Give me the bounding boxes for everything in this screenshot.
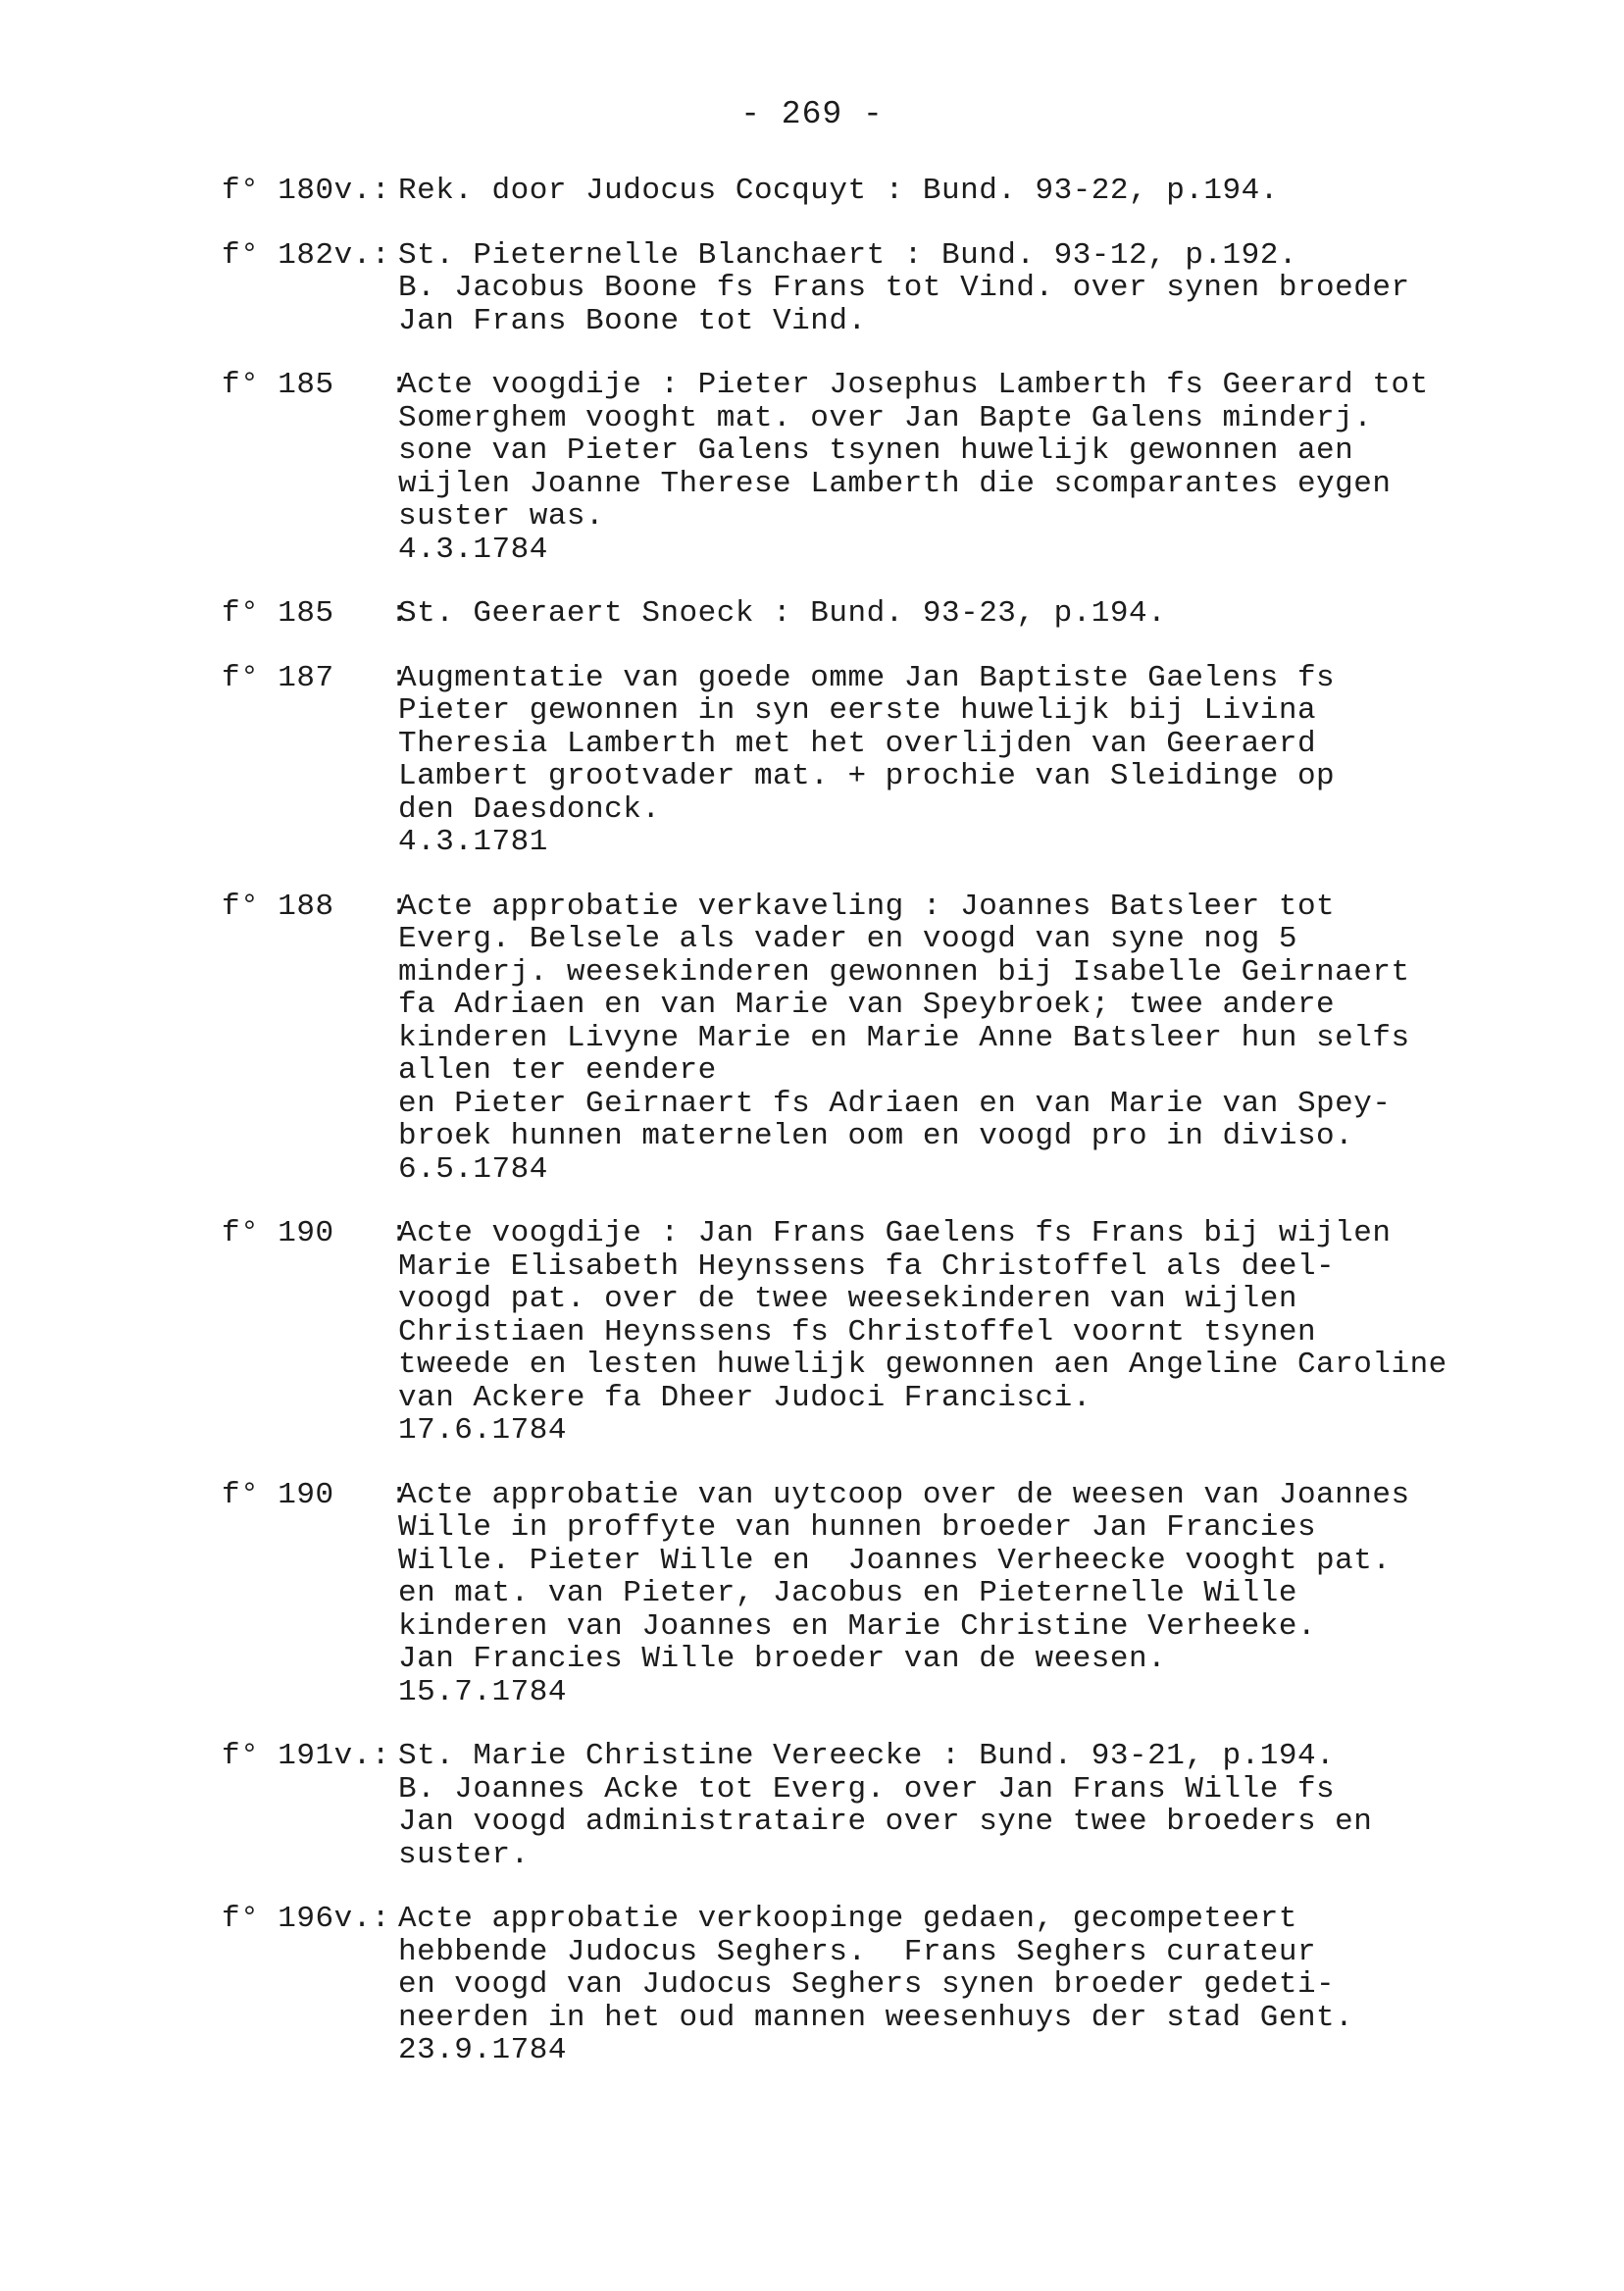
entry-line: en voogd van Judocus Seghers synen broeder gedeti- <box>398 1967 1336 2002</box>
entry-date: 6.5.1784 <box>398 1151 548 1187</box>
entry-line: St. Marie Christine Vereecke : Bund. 93-21, p.194. <box>398 1739 1336 1773</box>
folio-reference: f° 196v.: <box>222 1902 390 1936</box>
entry-text <box>398 175 1536 208</box>
folio-reference: f° 185 : <box>222 596 410 631</box>
folio-reference: f° 182v.: <box>222 237 390 273</box>
entry-date: 17.6.1784 <box>398 1413 567 1448</box>
entry-line: B. Jacobus Boone fs Frans tot Vind. over synen broeder <box>398 271 1410 305</box>
entry-line: van Ackere fa Dheer Judoci Francisci. <box>398 1380 1091 1415</box>
entry-text <box>398 891 1536 1187</box>
entry-line: Acte voogdije : Jan Frans Gaelens fs Frans bij wijlen <box>398 1216 1392 1250</box>
entry-line: Pieter gewonnen in syn eerste huwelijk bij Livina <box>398 693 1317 728</box>
folio-reference: f° 187 : <box>222 660 410 695</box>
folio-reference: f° 185 : <box>222 368 410 402</box>
folio-reference: f° 191v.: <box>222 1739 390 1773</box>
entry-text <box>398 1217 1536 1448</box>
entry-line: hebbende Judocus Seghers. Frans Seghers curateur <box>398 1934 1317 1969</box>
entry-line: kinderen van Joannes en Marie Christine Verheeke. <box>398 1608 1317 1644</box>
folio-reference: f° 190 : <box>222 1216 410 1250</box>
page-number: - 269 - <box>740 96 884 132</box>
folio-reference: f° 180v.: <box>222 174 390 208</box>
entry-line: en Pieter Geirnaert fs Adriaen en van Marie van Spey- <box>398 1086 1392 1121</box>
entry-date: 15.7.1784 <box>398 1674 567 1709</box>
entry-line: allen ter eendere <box>398 1053 717 1088</box>
entry-date: 4.3.1781 <box>398 825 548 859</box>
entry-line: Christiaen Heynssens fs Christoffel voornt tsynen <box>398 1314 1317 1349</box>
entry-item <box>222 1217 1536 1448</box>
entry-text <box>398 1479 1536 1709</box>
entry-line: St. Pieternelle Blanchaert : Bund. 93-12, p.192. <box>398 237 1297 273</box>
entry-text <box>398 1903 1536 2067</box>
entry-line: Lambert grootvader mat. + prochie van Sleidinge op <box>398 759 1336 793</box>
folio-reference: f° 188 : <box>222 889 410 924</box>
entry-line: Acte approbatie van uytcoop over de weesen van Joannes <box>398 1477 1410 1512</box>
entry-item <box>222 1903 1536 2067</box>
folio-reference: f° 190 : <box>222 1477 410 1512</box>
entry-line: suster. <box>398 1837 530 1872</box>
entry-date: 23.9.1784 <box>398 2033 567 2067</box>
entry-line: Jan Frans Boone tot Vind. <box>398 303 867 338</box>
entry-item <box>222 891 1536 1187</box>
entry-line: Acte voogdije : Pieter Josephus Lamberth fs Geerard tot <box>398 368 1429 402</box>
entry-line: Somerghem vooght mat. over Jan Bapte Galens minderj. <box>398 400 1373 435</box>
entry-line: voogd pat. over de twee weesekinderen van wijlen <box>398 1282 1297 1316</box>
entry-text <box>398 597 1536 631</box>
entry-line: Wille in proffyte van hunnen broeder Jan Francies <box>398 1510 1317 1545</box>
entry-line: minderj. weesekinderen gewonnen bij Isabelle Geirnaert <box>398 954 1410 990</box>
entry-line: Everg. Belsele als vader en voogd van syne nog 5 <box>398 922 1297 956</box>
entry-text <box>398 662 1536 859</box>
entry-line: wijlen Joanne Therese Lamberth die scomparantes eygen <box>398 466 1392 501</box>
entry-item <box>222 1479 1536 1709</box>
entry-text <box>398 369 1536 566</box>
entry-line: Augmentatie van goede omme Jan Baptiste Gaelens fs <box>398 660 1336 695</box>
entry-line: den Daesdonck. <box>398 791 661 827</box>
entry-item <box>222 1740 1536 1871</box>
entry-line: broek hunnen maternelen oom en voogd pro in diviso. <box>398 1119 1354 1153</box>
entry-text <box>398 1740 1536 1871</box>
entry-line: B. Joannes Acke tot Everg. over Jan Frans Wille fs <box>398 1771 1336 1807</box>
entry-line: Jan voogd administrataire over syne twee broeders en <box>398 1805 1373 1839</box>
entry-line: neerden in het oud mannen weesenhuys der stad Gent. <box>398 2000 1354 2035</box>
entry-line: kinderen Livyne Marie en Marie Anne Batsleer hun selfs <box>398 1020 1410 1055</box>
entry-line: Marie Elisabeth Heynssens fa Christoffel als deel- <box>398 1248 1336 1284</box>
entry-line: Acte approbatie verkoopinge gedaen, gecompeteert <box>398 1902 1297 1936</box>
entry-line: Wille. Pieter Wille en Joannes Verheecke vooght pat. <box>398 1543 1392 1578</box>
entry-item <box>222 662 1536 859</box>
entry-item <box>222 369 1536 566</box>
entry-date: 4.3.1784 <box>398 532 548 567</box>
entry-line: fa Adriaen en van Marie van Speybroek; twee andere <box>398 988 1336 1022</box>
entry-line: St. Geeraert Snoeck : Bund. 93-23, p.194. <box>398 596 1167 631</box>
entry-line: suster was. <box>398 499 605 534</box>
entry-line: Rek. door Judocus Cocquyt : Bund. 93-22, p.194. <box>398 174 1279 208</box>
entry-item <box>222 175 1536 208</box>
entry-line: Acte approbatie verkaveling : Joannes Batsleer tot <box>398 889 1336 924</box>
entry-line: tweede en lesten huwelijk gewonnen aen Angeline Caroline <box>398 1348 1447 1382</box>
entry-line: Jan Francies Wille broeder van de weesen. <box>398 1642 1167 1676</box>
entry-line: en mat. van Pieter, Jacobus en Pieternelle Wille <box>398 1576 1297 1610</box>
entry-line: sone van Pieter Galens tsynen huwelijk gewonnen aen <box>398 433 1354 468</box>
entry-list <box>222 175 1536 2099</box>
entry-item <box>222 239 1536 338</box>
entry-line: Theresia Lamberth met het overlijden van Geeraerd <box>398 726 1317 761</box>
entry-item <box>222 597 1536 631</box>
entry-text <box>398 239 1536 338</box>
